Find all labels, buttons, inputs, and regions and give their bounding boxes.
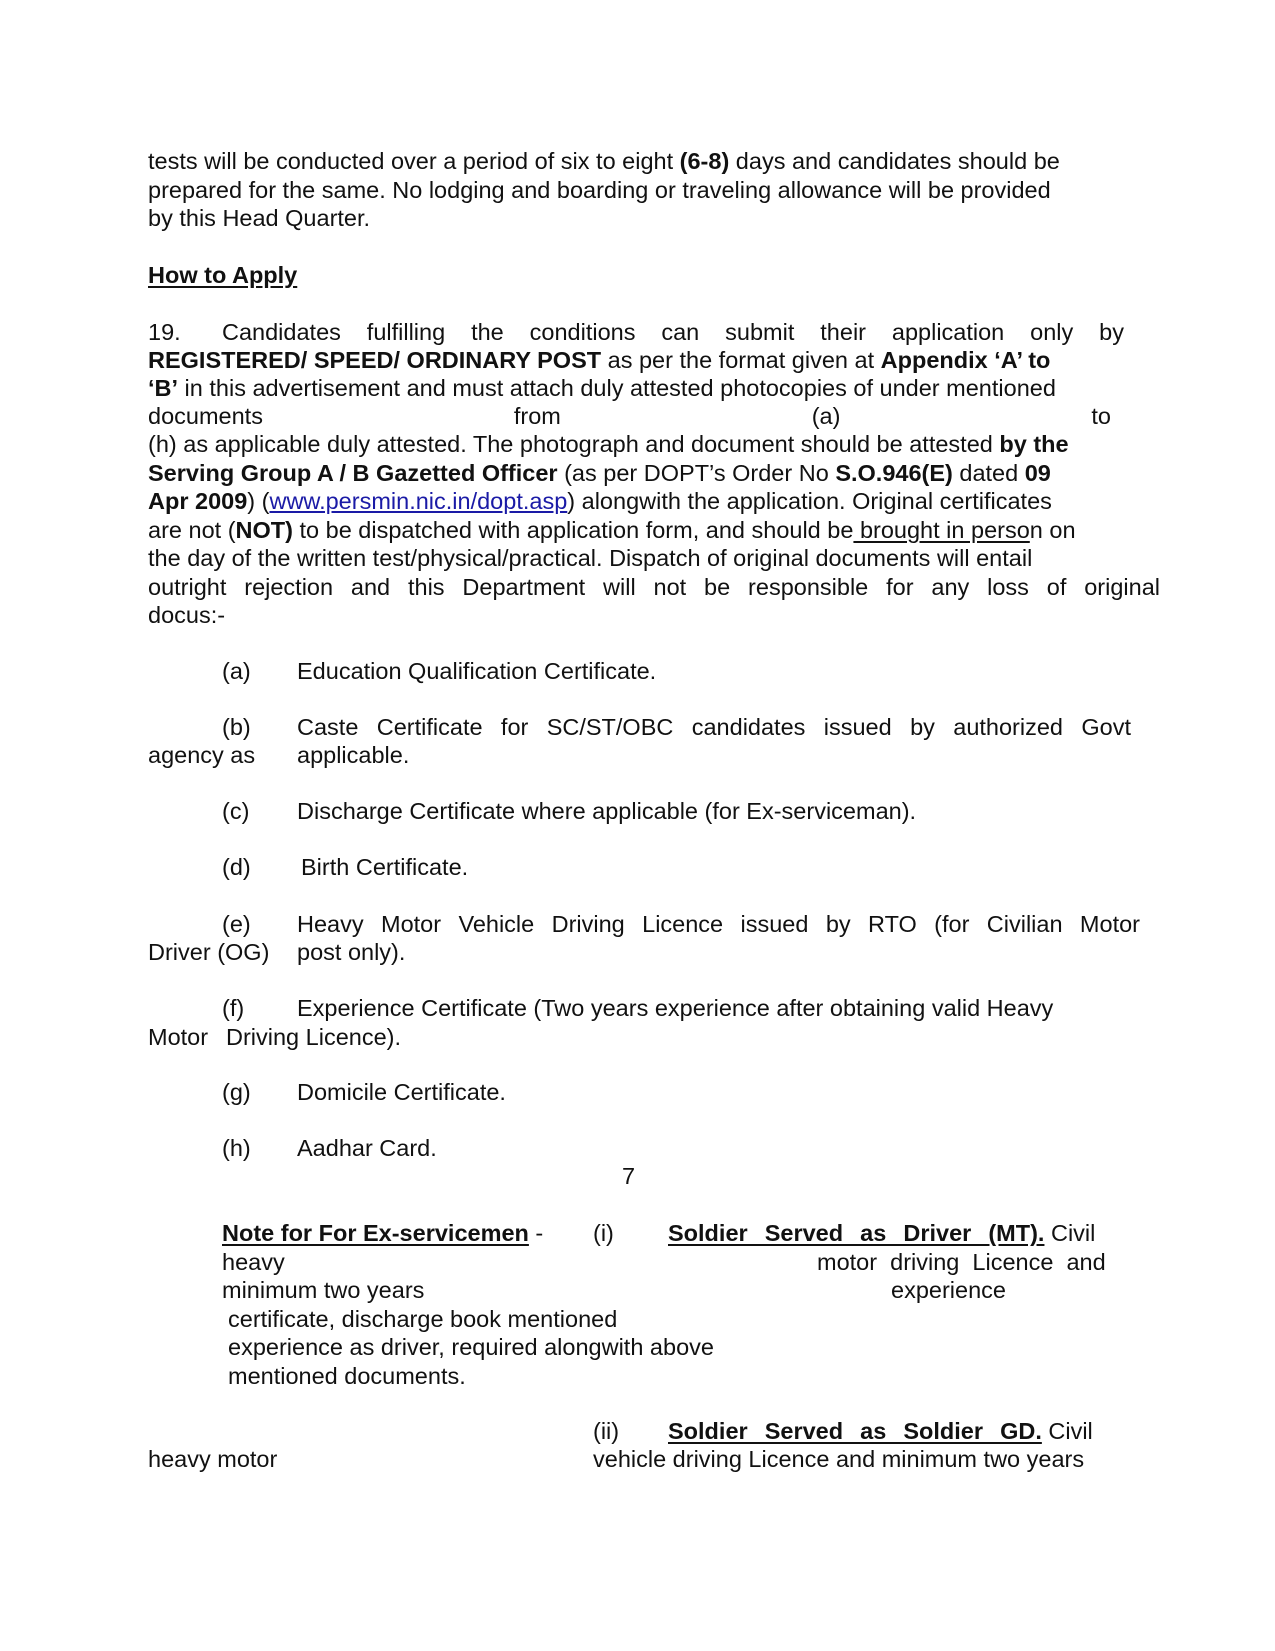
doc-label: (c) — [222, 798, 250, 824]
in-person-underlined: brought in perso — [853, 517, 1030, 543]
note-text: - — [528, 1220, 544, 1246]
note-i-label: (i) — [593, 1220, 614, 1246]
doc-text: post only). — [297, 939, 406, 965]
note-text: Civil — [1044, 1220, 1096, 1246]
how-to-apply-heading: How to Apply — [148, 262, 298, 288]
gazetted-officer-bold: Serving Group A / B Gazetted Officer — [148, 460, 558, 486]
doc-item-f — [222, 994, 1053, 1022]
para19-text: Candidates fulfilling the conditions can submit their application only by — [222, 319, 1124, 345]
note-ii-label: (ii) — [593, 1418, 620, 1444]
doc-item-h — [222, 1134, 437, 1162]
note-min-years: minimum two years — [222, 1277, 425, 1303]
appendix-bold: Appendix ‘A’ to — [880, 347, 1051, 373]
para19-text: (h) as applicable duly attested. The photograph and document should be attested — [148, 431, 1000, 457]
order-date-bold: 09 — [1024, 460, 1051, 486]
note-experience: experience — [891, 1277, 1006, 1303]
doc-label: (f) — [222, 995, 245, 1021]
driver-mt-title: Soldier Served as Driver (MT). — [668, 1220, 1045, 1246]
intro-line-3: by this Head Quarter. — [148, 205, 371, 231]
para19-text: to be dispatched with application form, and should be — [292, 517, 854, 543]
para19-text: to — [1091, 403, 1111, 429]
para-number: 19. — [148, 319, 181, 345]
para19-text: as per the format given at — [601, 347, 881, 373]
para19-text: in this advertisement and must attach duly attested photocopies of under mentioned — [178, 375, 1056, 401]
note-text: Civil — [1041, 1418, 1093, 1444]
para19-text: are not ( — [148, 517, 236, 543]
para19-line-8 — [148, 516, 1076, 544]
para19-line-1 — [148, 318, 1124, 346]
order-date-bold: Apr 2009 — [148, 488, 248, 514]
dopt-link[interactable]: www.persmin.nic.in/dopt.asp — [269, 488, 568, 514]
doc-text: agency as — [148, 742, 256, 768]
page-number: 7 — [622, 1163, 636, 1189]
note-vehicle-line: vehicle driving Licence and minimum two years — [593, 1446, 1085, 1472]
intro-line-2: prepared for the same. No lodging and boarding or traveling allowance will be provided — [148, 177, 1051, 203]
note-cert-line: certificate, discharge book mentioned — [228, 1306, 618, 1332]
note-title: Note for For Ex-servicemen — [222, 1220, 529, 1246]
doc-label: (g) — [222, 1079, 251, 1105]
doc-text: Domicile Certificate. — [297, 1079, 506, 1105]
doc-label: (a) — [222, 658, 251, 684]
doc-item-g — [222, 1078, 506, 1106]
not-bold: NOT) — [235, 517, 293, 543]
doc-label: (h) — [222, 1135, 251, 1161]
para19-line-6 — [148, 459, 1051, 487]
appendix-b-bold: ‘B’ — [148, 375, 179, 401]
doc-item-b — [222, 713, 1131, 741]
para19-text: (as per DOPT’s Order No — [557, 460, 836, 486]
doc-text: Discharge Certificate where applicable (for Ex-serviceman). — [297, 798, 917, 824]
doc-text: Education Qualification Certificate. — [297, 658, 657, 684]
para19-line-10: outright rejection and this Department will not be responsible for any loss of original — [148, 574, 1160, 600]
note-heavy: heavy — [222, 1249, 285, 1275]
doc-item-b-cont — [148, 741, 409, 769]
intro-days-bold: (6-8) — [679, 148, 730, 174]
para19-text: from — [513, 403, 561, 429]
doc-text: Heavy Motor Vehicle Driving Licence issued by RTO (for Civilian Motor — [297, 911, 1140, 937]
para19-text: dated — [952, 460, 1025, 486]
doc-text: Motor — [148, 1024, 209, 1050]
section-heading — [148, 261, 297, 289]
doc-text: Birth Certificate. — [301, 854, 469, 880]
note-line-1 — [222, 1219, 543, 1247]
doc-label: (b) — [222, 714, 251, 740]
note-i-line — [668, 1219, 1095, 1247]
note-motor-line: motor driving Licence and — [817, 1249, 1106, 1275]
doc-item-c — [222, 797, 916, 825]
note-docs-line: mentioned documents. — [228, 1363, 466, 1389]
post-type-bold: REGISTERED/ SPEED/ ORDINARY POST — [148, 347, 602, 373]
doc-item-a — [222, 657, 656, 685]
para19-text: documents — [148, 403, 263, 429]
para19-text: ) ( — [247, 488, 270, 514]
order-number-bold: S.O.946(E) — [835, 460, 953, 486]
attest-bold: by the — [999, 431, 1069, 457]
para19-line-7 — [148, 487, 1052, 515]
doc-label: (d) — [222, 854, 251, 880]
doc-text: Driving Licence). — [226, 1024, 402, 1050]
note-exp-line: experience as driver, required alongwith above — [228, 1334, 714, 1360]
para19-line-5 — [148, 430, 1069, 458]
doc-text: Experience Certificate (Two years experience after obtaining valid Heavy — [297, 995, 1054, 1021]
intro-line-1 — [148, 147, 1060, 175]
doc-text: applicable. — [297, 742, 410, 768]
para19-line-11: docus:- — [148, 602, 226, 628]
doc-text: Driver (OG) — [148, 939, 270, 965]
para19-line-3 — [148, 374, 1056, 402]
para19-text: ) alongwith the application. Original certificates — [567, 488, 1052, 514]
para19-line-2 — [148, 346, 1050, 374]
intro-text: days and candidates should be — [729, 148, 1060, 174]
note-ii-line — [668, 1417, 1093, 1445]
doc-label: (e) — [222, 911, 251, 937]
doc-item-d — [222, 853, 468, 881]
note-heavy-motor: heavy motor — [148, 1446, 278, 1472]
doc-item-e — [222, 910, 1140, 938]
para19-line-4 — [148, 402, 1111, 430]
doc-text: Caste Certificate for SC/ST/OBC candidates issued by authorized Govt — [297, 714, 1131, 740]
doc-item-e-cont — [148, 938, 405, 966]
intro-text: tests will be conducted over a period of six to eight — [148, 148, 680, 174]
soldier-gd-title: Soldier Served as Soldier GD. — [668, 1418, 1042, 1444]
para19-text: n on — [1029, 517, 1076, 543]
doc-text: Aadhar Card. — [297, 1135, 437, 1161]
para19-text: (a) — [811, 403, 841, 429]
doc-item-f-cont — [148, 1023, 401, 1051]
para19-line-9: the day of the written test/physical/practical. Dispatch of original documents will entail — [148, 545, 1033, 571]
